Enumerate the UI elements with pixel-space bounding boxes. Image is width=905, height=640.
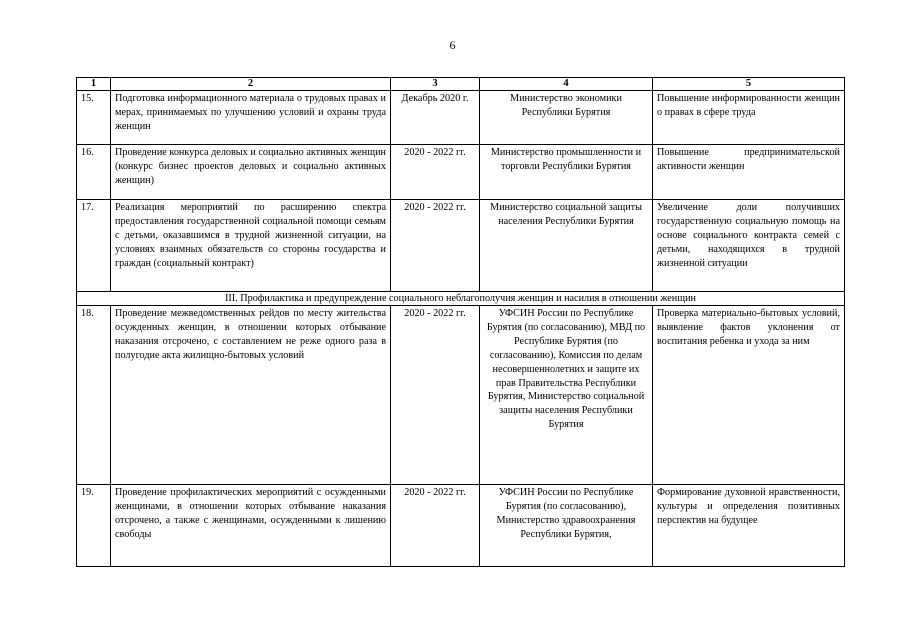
expected-result: Повышение предпринимательской активности женщин bbox=[653, 145, 845, 200]
event-description: Проведение профилактических мероприятий с осужденными женщинами, в отношении которых отбывание наказания отсрочено, а также с женщинами, осужденными к лишению свободы bbox=[111, 485, 391, 567]
row-number: 17. bbox=[77, 200, 111, 292]
responsible-executors: УФСИН России по Республике Бурятия (по согласованию), Министерство здравоохранения Республики Бурятия, bbox=[480, 485, 653, 567]
responsible-executors: Министерство социальной защиты населения Республики Бурятия bbox=[480, 200, 653, 292]
event-term: 2020 - 2022 гг. bbox=[391, 200, 480, 292]
expected-result: Проверка материально-бытовых условий, выявление фактов уклонения от воспитания ребенка и ухода за ним bbox=[653, 306, 845, 485]
event-description: Проведение конкурса деловых и социально активных женщин (конкурс бизнес проектов деловых и социально активных женщин) bbox=[111, 145, 391, 200]
event-term: 2020 - 2022 гг. bbox=[391, 306, 480, 485]
table-row bbox=[77, 485, 845, 567]
event-term: 2020 - 2022 гг. bbox=[391, 145, 480, 200]
table-row bbox=[77, 145, 845, 200]
table-row bbox=[77, 91, 845, 145]
responsible-executors: Министерство экономики Республики Бурятия bbox=[480, 91, 653, 145]
row-number: 19. bbox=[77, 485, 111, 567]
table-header-row bbox=[77, 78, 845, 91]
section-title: III. Профилактика и предупреждение социального неблагополучия женщин и насилия в отношении женщин bbox=[77, 292, 845, 306]
header-col-2: 2 bbox=[111, 78, 391, 91]
row-number: 15. bbox=[77, 91, 111, 145]
page-number: 6 bbox=[449, 38, 456, 52]
event-term: 2020 - 2022 гг. bbox=[391, 485, 480, 567]
table-row bbox=[77, 306, 845, 485]
responsible-executors: Министерство промышленности и торговли Республики Бурятия bbox=[480, 145, 653, 200]
event-description: Проведение межведомственных рейдов по месту жительства осужденных женщин, в отношении которых отбывание наказания отсрочено, с составлением не реже одного раза в полугодие акта жилищно-бытовых условий bbox=[111, 306, 391, 485]
event-description: Подготовка информационного материала о трудовых правах и мерах, принимаемых по улучшению условий и охраны труда женщин bbox=[111, 91, 391, 145]
responsible-executors: УФСИН России по Республике Бурятия (по согласованию), МВД по Республике Бурятия (по согласованию), Комиссия по делам несовершеннолетних и защите их прав Правительства Республики Бурятия, Министерство социальной защиты населения Республики Бурятия bbox=[480, 306, 653, 485]
table-row bbox=[77, 200, 845, 292]
header-col-1: 1 bbox=[77, 78, 111, 91]
section-row bbox=[77, 292, 845, 306]
event-term: Декабрь 2020 г. bbox=[391, 91, 480, 145]
expected-result: Увеличение доли получивших государственную социальную помощь на основе социального контракта семей с детьми, находящихся в трудной жизненной ситуации bbox=[653, 200, 845, 292]
expected-result: Повышение информированности женщин о правах в сфере труда bbox=[653, 91, 845, 145]
row-number: 18. bbox=[77, 306, 111, 485]
header-col-3: 3 bbox=[391, 78, 480, 91]
header-col-4: 4 bbox=[480, 78, 653, 91]
event-description: Реализация мероприятий по расширению спектра предоставления государственной социальной помощи семьям с детьми, оказавшимся в трудной жизненной ситуации, на условиях взаимных обязательств со стороны государства и граждан (социальный контракт) bbox=[111, 200, 391, 292]
expected-result: Формирование духовной нравственности, культуры и определения позитивных перспектив на будущее bbox=[653, 485, 845, 567]
header-col-5: 5 bbox=[653, 78, 845, 91]
row-number: 16. bbox=[77, 145, 111, 200]
plan-table bbox=[76, 77, 845, 567]
